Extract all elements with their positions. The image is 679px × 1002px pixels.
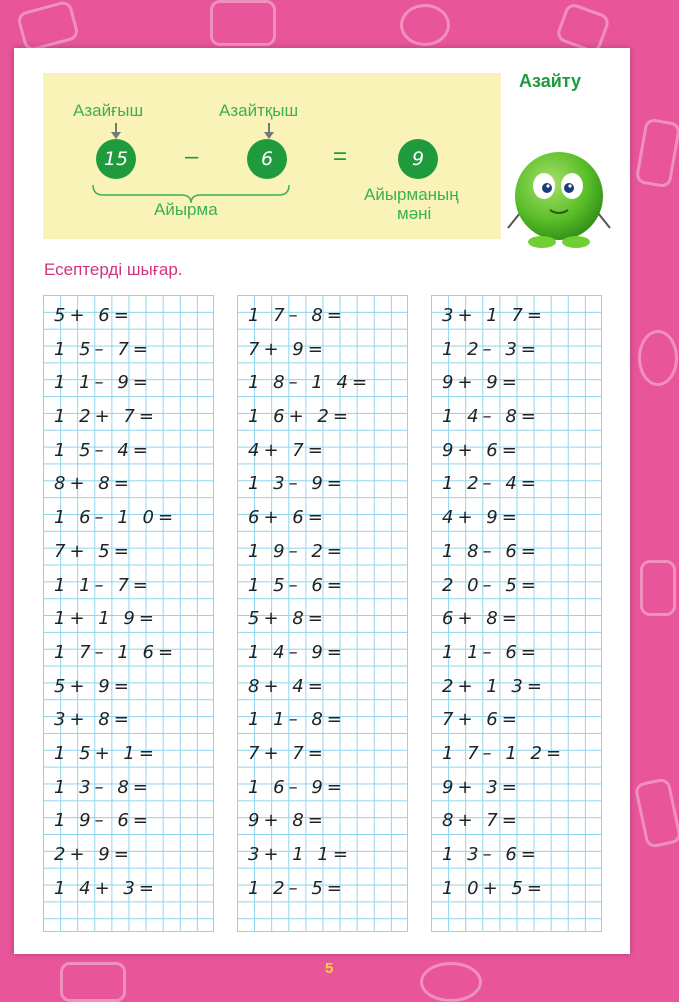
exercise-item: 1+ 1 9=: [54, 608, 158, 630]
background-doodle: [420, 962, 482, 1002]
exercise-item: 3+ 1 1=: [248, 844, 352, 865]
exercise-item: 2+ 1 3=: [442, 675, 546, 697]
result-circle: 9: [398, 139, 438, 179]
background-doodle: [555, 1, 612, 54]
exercise-item: 1 2+ 7=: [54, 406, 158, 428]
exercise-item: 9+ 6=: [442, 439, 521, 461]
background-doodle: [400, 4, 450, 46]
topic-title: Азайту: [519, 71, 582, 91]
exercise-item: 1 6– 9=: [248, 776, 346, 798]
minuend-arrow-icon: [115, 123, 117, 133]
exercise-item: 7+ 5=: [54, 540, 133, 562]
exercise-item: 1 5– 4=: [54, 439, 152, 461]
exercise-column-1: [43, 295, 214, 932]
exercise-item: 1 6– 1 0=: [54, 507, 178, 529]
minuend-label: Азайғыш: [73, 101, 144, 120]
exercise-item: 3+ 8=: [54, 709, 133, 731]
exercise-item: 1 3– 6=: [442, 844, 540, 865]
exercise-item: 1 4– 8=: [442, 406, 540, 428]
exercise-item: 6+ 6=: [248, 507, 327, 529]
exercise-item: 2+ 9=: [54, 844, 133, 865]
exercise-item: 1 7– 1 6=: [54, 641, 178, 663]
subtraction-diagram: [43, 73, 501, 239]
exercise-item: 5+ 8=: [248, 608, 327, 630]
workbook-page: [14, 48, 630, 954]
exercise-item: 1 3– 8=: [54, 776, 152, 798]
exercise-item: 1 6+ 2=: [248, 406, 352, 428]
exercise-item: 8+ 8=: [54, 473, 133, 495]
exercise-item: 7+ 7=: [248, 742, 327, 764]
exercise-item: 8+ 4=: [248, 675, 327, 697]
background-doodle: [60, 962, 126, 1002]
exercise-item: 1 2– 4=: [442, 473, 540, 495]
exercise-item: 1 9– 6=: [54, 810, 152, 832]
exercise-item: 1 5– 7=: [54, 338, 152, 360]
subtrahend-label: Азайтқыш: [219, 101, 299, 120]
exercise-item: 1 4+ 3=: [54, 877, 158, 899]
exercise-column-2: [237, 295, 408, 932]
exercise-item: 8+ 7=: [442, 810, 521, 832]
difference-label: Айырма: [154, 200, 218, 219]
exercise-item: 6+ 8=: [442, 608, 521, 630]
exercise-item: 2 0– 5=: [442, 574, 540, 596]
exercise-item: 1 8– 1 4=: [248, 372, 372, 394]
background-doodle: [638, 330, 678, 386]
exercise-item: 9+ 3=: [442, 776, 521, 798]
background-doodle: [210, 0, 276, 46]
background-doodle: [640, 560, 676, 616]
subtrahend-circle: 6: [247, 139, 287, 179]
equals-sign: =: [333, 143, 348, 170]
exercise-item: 5+ 6=: [54, 305, 133, 326]
minus-sign: –: [185, 143, 199, 170]
exercise-item: 1 0+ 5=: [442, 877, 546, 899]
exercise-item: 1 2– 5=: [248, 877, 346, 899]
exercise-item: 1 2– 3=: [442, 338, 540, 360]
exercise-item: 1 5– 6=: [248, 574, 346, 596]
exercise-column-3: [431, 295, 602, 932]
exercise-item: 9+ 9=: [442, 372, 521, 394]
instruction-text: Есептерді шығар.: [44, 260, 183, 279]
background-doodle: [634, 777, 679, 849]
result-label-line2: мәні: [397, 204, 432, 223]
result-label-line1: Айырманың: [364, 185, 459, 204]
exercise-item: 1 7– 1 2=: [442, 742, 566, 764]
exercise-item: 1 8– 6=: [442, 540, 540, 562]
background-doodle: [635, 117, 679, 188]
fluffy-monster-icon: [504, 128, 614, 288]
exercise-item: 7+ 6=: [442, 709, 521, 731]
exercise-item: 1 4– 9=: [248, 641, 346, 663]
exercise-item: 1 7– 8=: [248, 305, 346, 326]
exercise-item: 1 1– 7=: [54, 574, 152, 596]
minuend-circle: 15: [96, 139, 136, 179]
exercise-item: 1 3– 9=: [248, 473, 346, 495]
exercise-item: 7+ 9=: [248, 338, 327, 360]
exercise-item: 1 9– 2=: [248, 540, 346, 562]
exercise-item: 4+ 9=: [442, 507, 521, 529]
exercise-item: 5+ 9=: [54, 675, 133, 697]
page-number: 5: [325, 960, 334, 977]
exercise-item: 1 1– 8=: [248, 709, 346, 731]
exercise-item: 9+ 8=: [248, 810, 327, 832]
exercise-item: 4+ 7=: [248, 439, 327, 461]
exercise-item: 1 5+ 1=: [54, 742, 158, 764]
exercise-item: 3+ 1 7=: [442, 305, 546, 326]
background-doodle: [16, 0, 80, 53]
subtrahend-arrow-icon: [268, 123, 270, 133]
exercise-item: 1 1– 9=: [54, 372, 152, 394]
exercise-item: 1 1– 6=: [442, 641, 540, 663]
